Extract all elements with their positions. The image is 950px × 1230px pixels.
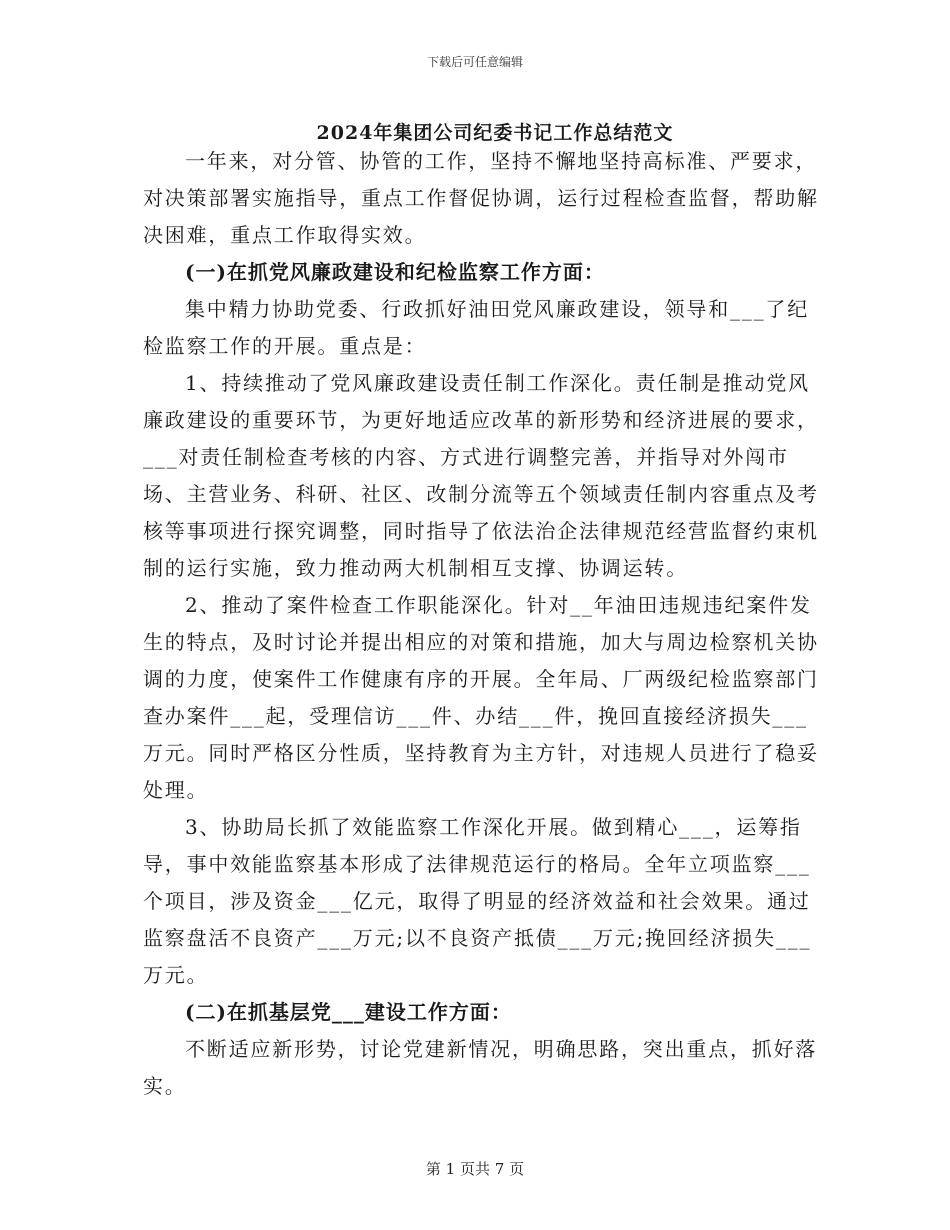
intro-paragraph: 一年来，对分管、协管的工作，坚持不懈地坚持高标准、严要求，对决策部署实施指导，重点工作督促协调，运行过程检查监督，帮助解决困难，重点工作取得实效。 (143, 149, 819, 247)
section-1-intro-paragraph: 集中精力协助党委、行政抓好油田党风廉政建设，领导和___了纪检监察工作的开展。重点是： (143, 297, 809, 358)
page-header: 下载后可任意编辑 (426, 55, 523, 69)
item-2-paragraph: 2、推动了案件检查工作职能深化。针对__年油田违规违纪案件发生的特点，及时讨论并提出相应的对策和措施，加大与周边检察机关协调的力度，使案件工作健康有序的开展。全年局、厂两级纪检监察部门查办案件___起，受理信访___件、办结___件，挽回直接经济损失___万元。同时严格区分性质，坚持教育为主方针，对违规人员进行了稳妥处理。 (143, 593, 819, 802)
document-body (143, 143, 823, 1105)
item-1-paragraph: 1、持续推动了党风廉政建设责任制工作深化。责任制是推动党风廉政建设的重要环节，为更好地适应改革的新形势和经济进展的要求，___对责任制检查考核的内容、方式进行调整完善，并指导对外闯市场、主营业务、科研、社区、改制分流等五个领域责任制内容重点及考核等事项进行探究调整，同时指导了依法治企法律规范经营监督约束机制的运行实施，致力推动两大机制相互支撑、协调运转。 (143, 371, 819, 580)
page-footer: 第 1 页共 7 页 (425, 1160, 525, 1178)
section-heading-2: (二)在抓基层党___建设工作方面： (185, 1000, 512, 1024)
document-title: 2024年集团公司纪委书记工作总结范文 (316, 122, 674, 144)
section-heading-1: (一)在抓党风廉政建设和纪检监察工作方面： (185, 260, 605, 284)
item-3-paragraph: 3、协助局长抓了效能监察工作深化开展。做到精心___，运筹指导，事中效能监察基本形成了法律规范运行的格局。全年立项监察___个项目，涉及资金___亿元，取得了明显的经济效益和社会效果。通过监察盘活不良资产___万元;以不良资产抵债___万元;挽回经济损失___万元。 (143, 815, 812, 987)
section-2-intro-paragraph: 不断适应新形势，讨论党建新情况，明确思路，突出重点，抓好落实。 (143, 1037, 818, 1098)
